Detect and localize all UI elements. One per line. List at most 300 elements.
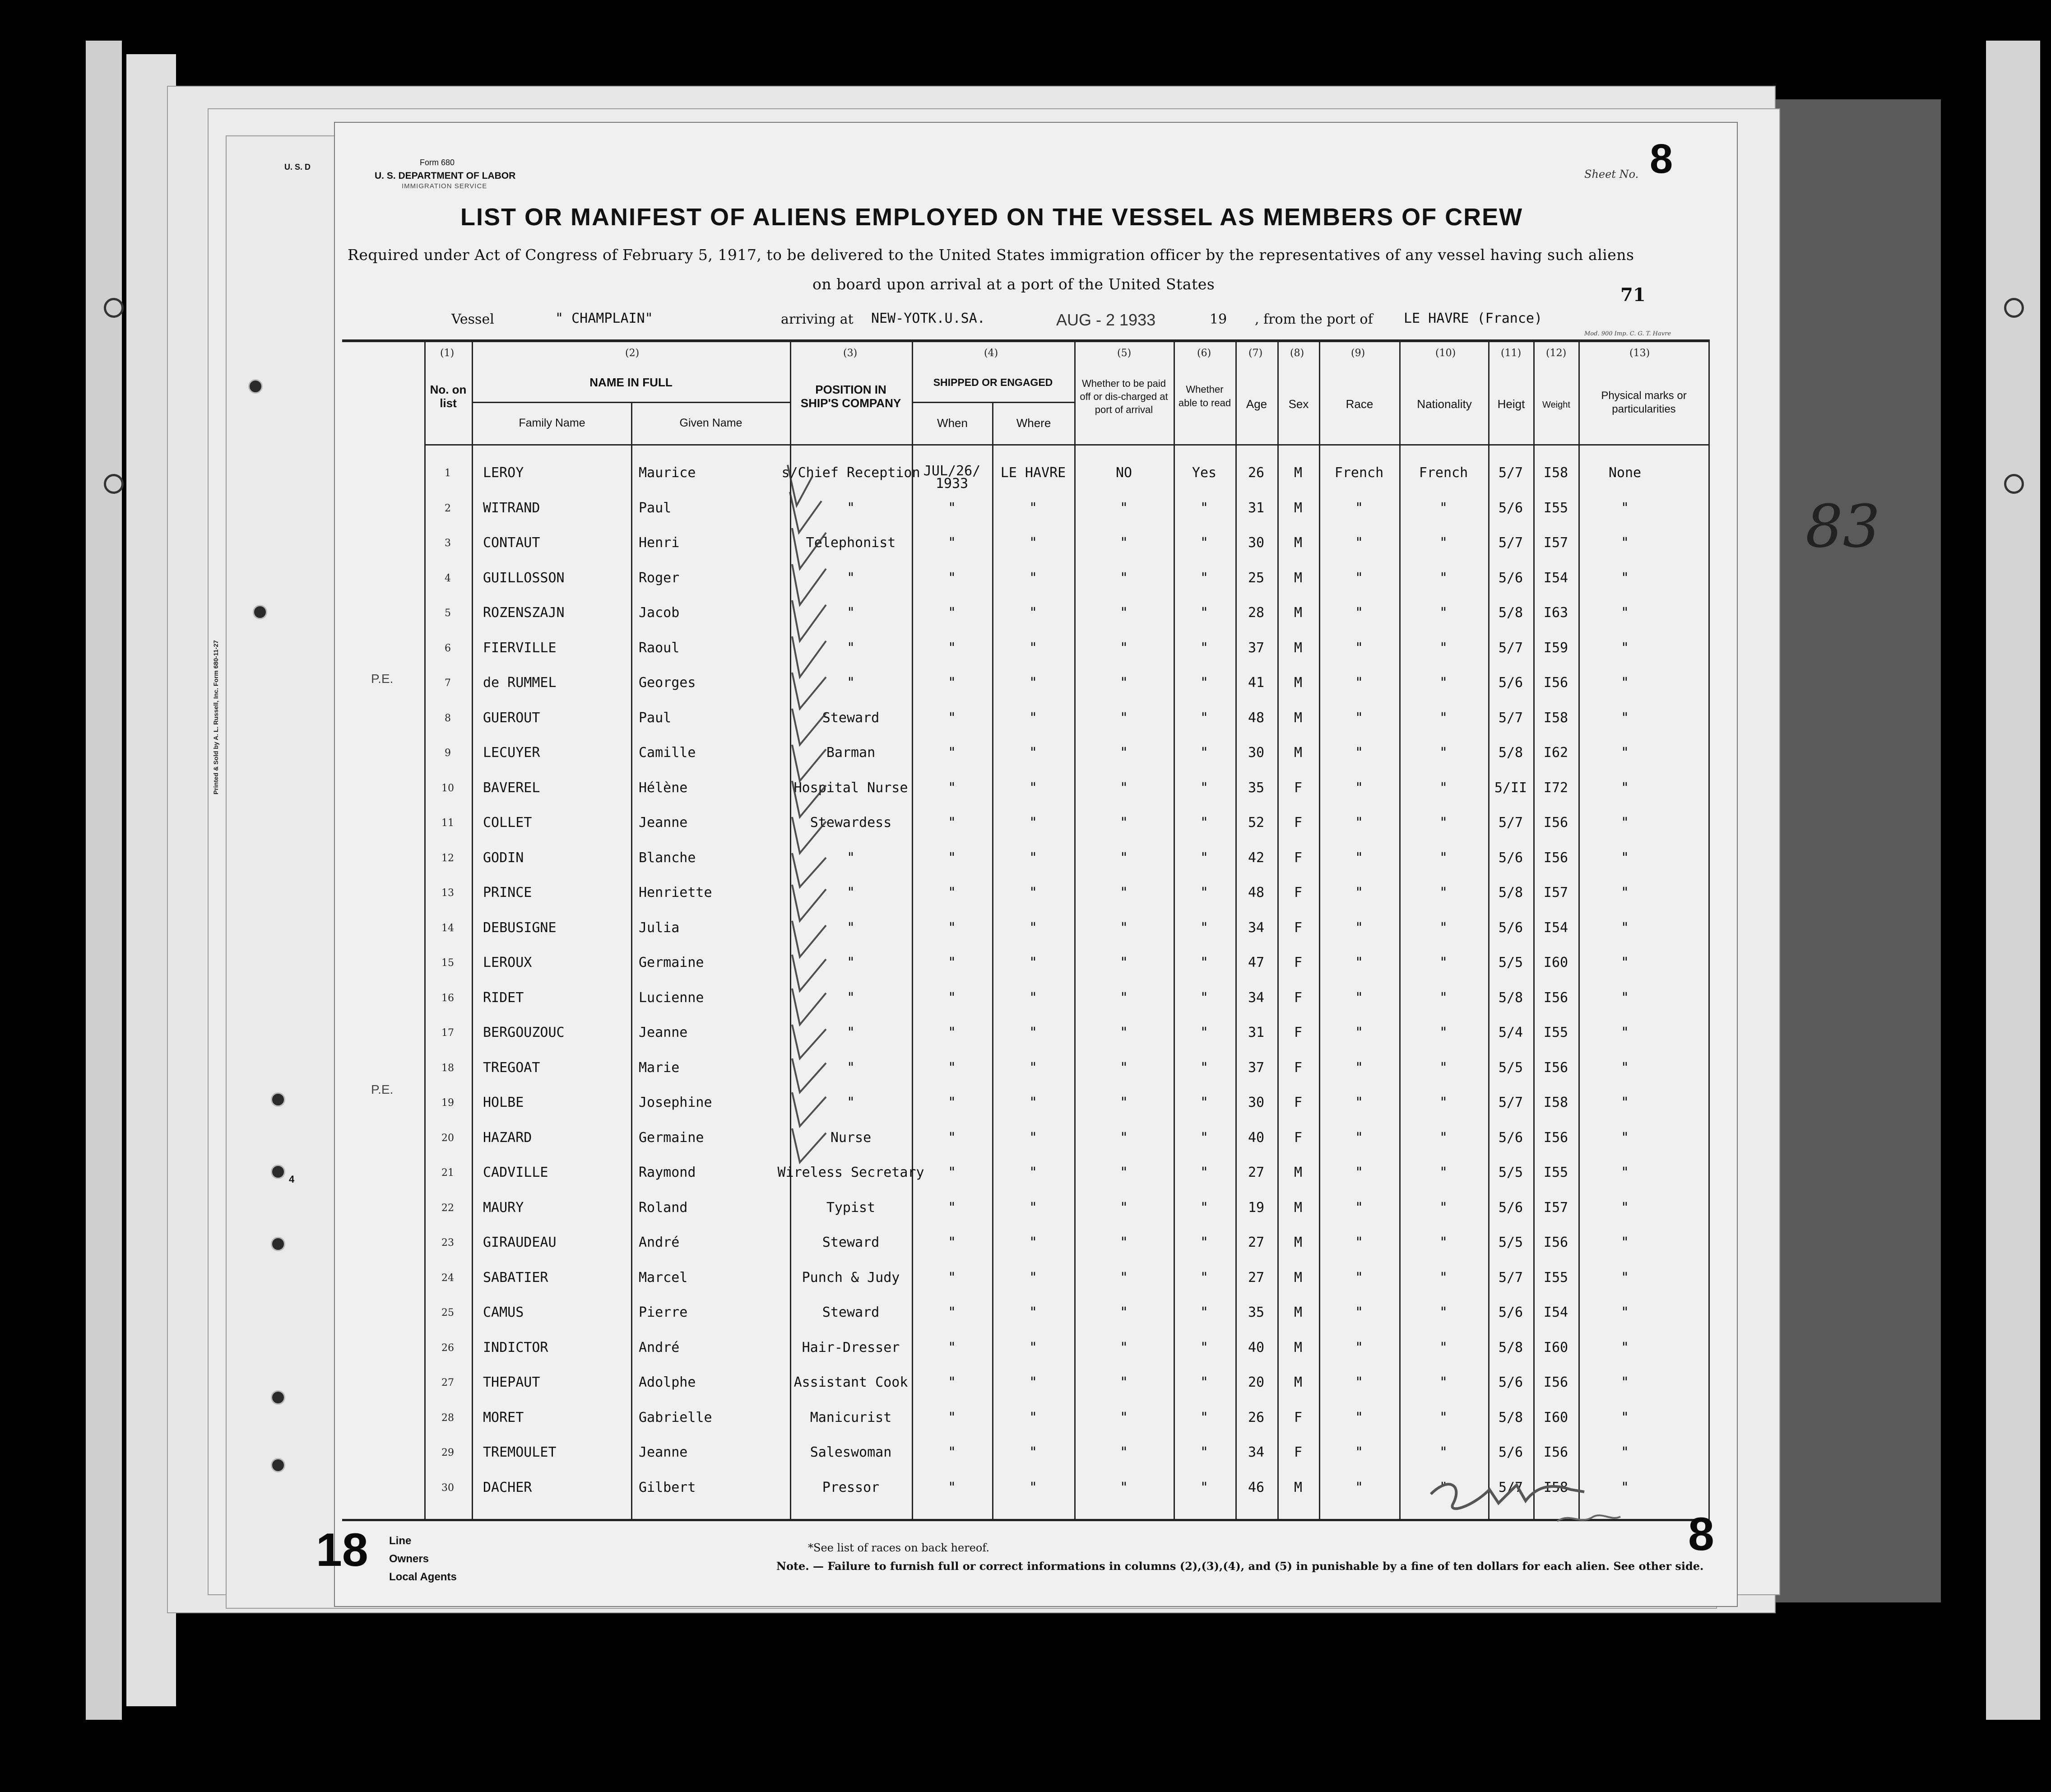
cell-height: 5/6 bbox=[1498, 500, 1523, 516]
cell-age: 20 bbox=[1248, 1374, 1265, 1390]
header-sex: Sex bbox=[1288, 397, 1309, 411]
cell-where: " bbox=[1029, 710, 1038, 726]
cell-age: 34 bbox=[1248, 919, 1265, 936]
cell-where: " bbox=[1029, 745, 1038, 761]
cell-nat: " bbox=[1439, 640, 1448, 656]
list-number: 71 bbox=[1620, 284, 1646, 306]
cell-family: PRINCE bbox=[483, 885, 532, 901]
cell-age: 34 bbox=[1248, 1444, 1265, 1460]
cell-where: " bbox=[1029, 1165, 1038, 1180]
cell-weight: I60 bbox=[1543, 1409, 1568, 1425]
cell-no: 25 bbox=[441, 1307, 454, 1318]
cell-family: MAURY bbox=[483, 1199, 524, 1216]
cell-where: " bbox=[1029, 1444, 1038, 1460]
cell-position: " bbox=[846, 885, 855, 901]
cell-paid: " bbox=[1119, 850, 1128, 866]
cell-position: " bbox=[846, 640, 855, 656]
cell-age: 46 bbox=[1248, 1479, 1265, 1495]
cell-given: Lucienne bbox=[639, 989, 704, 1006]
agents-label: Local Agents bbox=[389, 1571, 457, 1583]
cell-race: " bbox=[1355, 1095, 1364, 1110]
cell-position: Hospital Nurse bbox=[793, 780, 908, 796]
cell-read: " bbox=[1200, 919, 1209, 936]
col-num: (5) bbox=[1117, 348, 1132, 359]
cell-given: Paul bbox=[639, 500, 672, 516]
cell-given: Marie bbox=[639, 1059, 680, 1076]
header-weight: Weight bbox=[1542, 400, 1570, 410]
from-port: LE HAVRE (France) bbox=[1404, 311, 1543, 326]
cell-weight: I59 bbox=[1543, 640, 1568, 656]
cell-race: " bbox=[1355, 1235, 1364, 1250]
cell-given: Camille bbox=[639, 745, 696, 761]
cell-no: 29 bbox=[441, 1447, 454, 1458]
col-num: (6) bbox=[1197, 348, 1211, 359]
cell-no: 15 bbox=[441, 957, 454, 969]
cell-given: Roland bbox=[639, 1199, 688, 1216]
cell-nat: " bbox=[1439, 745, 1448, 761]
cell-position: Pressor bbox=[822, 1479, 880, 1495]
cell-weight: I58 bbox=[1543, 465, 1568, 481]
cell-given: Germaine bbox=[639, 1129, 704, 1146]
cell-given: Julia bbox=[639, 919, 680, 936]
cell-position: Assistant Cook bbox=[793, 1374, 908, 1390]
cell-weight: I57 bbox=[1543, 535, 1568, 551]
cell-paid: " bbox=[1119, 1444, 1128, 1460]
cell-marks: " bbox=[1620, 850, 1629, 866]
cell-family: LEROUX bbox=[483, 955, 532, 970]
cell-where: " bbox=[1029, 535, 1038, 551]
cell-position: Barman bbox=[826, 745, 876, 761]
cell-marks: " bbox=[1620, 815, 1629, 831]
cell-when: " bbox=[947, 989, 956, 1006]
subtitle-line-2: on board upon arrival at a port of the United States bbox=[812, 275, 1215, 293]
cell-sex: M bbox=[1294, 745, 1303, 761]
cell-family: GIRAUDEAU bbox=[483, 1235, 557, 1250]
cell-read: " bbox=[1200, 710, 1209, 726]
cell-race: " bbox=[1355, 919, 1364, 936]
cell-race: " bbox=[1355, 955, 1364, 970]
cell-paid: " bbox=[1119, 1374, 1128, 1390]
cell-position: Nurse bbox=[830, 1129, 872, 1146]
cell-weight: I57 bbox=[1543, 1199, 1568, 1216]
col-num: (11) bbox=[1501, 348, 1522, 359]
cell-where: " bbox=[1029, 780, 1038, 796]
cell-weight: I56 bbox=[1543, 815, 1568, 831]
cell-race: " bbox=[1355, 745, 1364, 761]
cell-given: Josephine bbox=[639, 1095, 712, 1110]
arriving-label: arriving at bbox=[781, 311, 854, 327]
cell-nat: " bbox=[1439, 1305, 1448, 1320]
cell-sex: F bbox=[1294, 1409, 1303, 1425]
cell-family: TREMOULET bbox=[483, 1444, 557, 1460]
cell-age: 26 bbox=[1248, 465, 1265, 481]
cell-race: " bbox=[1355, 500, 1364, 516]
cell-given: Germaine bbox=[639, 955, 704, 970]
cell-weight: I56 bbox=[1543, 1129, 1568, 1146]
cell-family: COLLET bbox=[483, 815, 532, 831]
cell-sex: M bbox=[1294, 710, 1303, 726]
cell-nat: " bbox=[1439, 815, 1448, 831]
cell-height: 5/6 bbox=[1498, 675, 1523, 691]
sheet-label: Sheet No. bbox=[1584, 168, 1639, 181]
cell-nat: " bbox=[1439, 885, 1448, 901]
cell-age: 40 bbox=[1248, 1129, 1265, 1146]
cell-no: 26 bbox=[441, 1342, 454, 1354]
cell-nat: French bbox=[1419, 465, 1468, 481]
cell-paid: " bbox=[1119, 885, 1128, 901]
cell-when: " bbox=[947, 640, 956, 656]
cell-where: " bbox=[1029, 1199, 1038, 1216]
cell-height: 5/8 bbox=[1498, 885, 1523, 901]
cell-race: " bbox=[1355, 815, 1364, 831]
cell-given: Raoul bbox=[639, 640, 680, 656]
cell-weight: I56 bbox=[1543, 1444, 1568, 1460]
cell-family: DEBUSIGNE bbox=[483, 919, 557, 936]
cell-marks: " bbox=[1620, 1409, 1629, 1425]
cell-where: " bbox=[1029, 1269, 1038, 1286]
cell-height: 5/6 bbox=[1498, 1199, 1523, 1216]
cell-weight: I56 bbox=[1543, 1374, 1568, 1390]
cell-read: " bbox=[1200, 675, 1209, 691]
cell-where: " bbox=[1029, 570, 1038, 586]
cell-sex: F bbox=[1294, 1059, 1303, 1076]
line-label: Line bbox=[389, 1535, 412, 1547]
cell-sex: M bbox=[1294, 1165, 1303, 1180]
cell-marks: " bbox=[1620, 780, 1629, 796]
cell-weight: I63 bbox=[1543, 605, 1568, 621]
cell-marks: " bbox=[1620, 710, 1629, 726]
cell-no: 13 bbox=[441, 887, 454, 899]
sheet-number: 8 bbox=[1650, 136, 1673, 182]
cell-when: " bbox=[947, 1025, 956, 1040]
cell-when: " bbox=[947, 1059, 956, 1076]
cell-age: 52 bbox=[1248, 815, 1265, 831]
cell-marks: " bbox=[1620, 1235, 1629, 1250]
cell-given: Jeanne bbox=[639, 1025, 688, 1040]
cell-read: " bbox=[1200, 570, 1209, 586]
cell-when: " bbox=[947, 955, 956, 970]
cell-family: BAVEREL bbox=[483, 780, 540, 796]
cell-nat: " bbox=[1439, 850, 1448, 866]
cell-position: " bbox=[846, 1025, 855, 1040]
cell-nat: " bbox=[1439, 780, 1448, 796]
cell-paid: " bbox=[1119, 1409, 1128, 1425]
cell-read: " bbox=[1200, 1199, 1209, 1216]
cell-nat: " bbox=[1439, 1269, 1448, 1286]
cell-family: LEROY bbox=[483, 465, 524, 481]
cell-age: 35 bbox=[1248, 780, 1265, 796]
col-num: (10) bbox=[1435, 348, 1456, 359]
cell-weight: I56 bbox=[1543, 1059, 1568, 1076]
cell-no: 7 bbox=[445, 678, 451, 689]
cell-weight: I54 bbox=[1543, 919, 1568, 936]
cell-given: Paul bbox=[639, 710, 672, 726]
cell-age: 30 bbox=[1248, 1095, 1265, 1110]
header-able-read: Whether able to read bbox=[1178, 384, 1231, 409]
cell-height: 5/8 bbox=[1498, 1409, 1523, 1425]
cell-height: 5/8 bbox=[1498, 1339, 1523, 1356]
header-no-on-list: No. on list bbox=[430, 383, 467, 410]
cell-when: " bbox=[947, 1269, 956, 1286]
cell-given: Gabrielle bbox=[639, 1409, 712, 1425]
cell-paid: " bbox=[1119, 1059, 1128, 1076]
cell-marks: " bbox=[1620, 1025, 1629, 1040]
cell-height: 5/7 bbox=[1498, 1479, 1523, 1495]
cell-marks: " bbox=[1620, 500, 1629, 516]
cell-weight: I62 bbox=[1543, 745, 1568, 761]
cell-position: Manicurist bbox=[810, 1409, 892, 1425]
cell-height: 5/7 bbox=[1498, 465, 1523, 481]
cell-race: French bbox=[1334, 465, 1384, 481]
cell-when: " bbox=[947, 1409, 956, 1425]
cell-read: " bbox=[1200, 745, 1209, 761]
cell-when: " bbox=[947, 1235, 956, 1250]
cell-nat: " bbox=[1439, 955, 1448, 970]
cell-marks: " bbox=[1620, 535, 1629, 551]
cell-where: " bbox=[1029, 885, 1038, 901]
printer-note: Printed & Sold by A. L. Russell, Inc. Form 680-11-27 bbox=[212, 640, 219, 794]
cell-sex: F bbox=[1294, 815, 1303, 831]
cell-sex: F bbox=[1294, 780, 1303, 796]
cell-family: WITRAND bbox=[483, 500, 540, 516]
year-label: 19 bbox=[1210, 311, 1227, 327]
cell-paid: " bbox=[1119, 745, 1128, 761]
col-num: (2) bbox=[625, 348, 640, 359]
cell-position: " bbox=[846, 955, 855, 970]
cell-sex: F bbox=[1294, 955, 1303, 970]
cell-no: 20 bbox=[441, 1132, 454, 1144]
cell-height: 5/7 bbox=[1498, 1269, 1523, 1286]
header-race: Race bbox=[1346, 397, 1374, 411]
cell-age: 35 bbox=[1248, 1305, 1265, 1320]
cell-race: " bbox=[1355, 1409, 1364, 1425]
cell-paid: " bbox=[1119, 710, 1128, 726]
cell-family: INDICTOR bbox=[483, 1339, 548, 1356]
cell-no: 17 bbox=[441, 1027, 454, 1039]
cell-age: 26 bbox=[1248, 1409, 1265, 1425]
cell-race: " bbox=[1355, 675, 1364, 691]
cell-nat: " bbox=[1439, 1444, 1448, 1460]
cell-height: 5/8 bbox=[1498, 745, 1523, 761]
cell-family: GUEROUT bbox=[483, 710, 540, 726]
form-number: Form 680 bbox=[420, 158, 455, 167]
cell-read: " bbox=[1200, 605, 1209, 621]
cell-where: " bbox=[1029, 1059, 1038, 1076]
header-height: Heigt bbox=[1497, 397, 1525, 411]
cell-where: " bbox=[1029, 815, 1038, 831]
cell-height: 5/6 bbox=[1498, 919, 1523, 936]
cell-marks: " bbox=[1620, 1199, 1629, 1216]
cell-age: 47 bbox=[1248, 955, 1265, 970]
cell-when: " bbox=[947, 1165, 956, 1180]
cell-where: " bbox=[1029, 1374, 1038, 1390]
cell-read: " bbox=[1200, 1235, 1209, 1250]
cell-height: 5/4 bbox=[1498, 1025, 1523, 1040]
cell-read: " bbox=[1200, 955, 1209, 970]
cell-nat: " bbox=[1439, 1059, 1448, 1076]
cell-paid: " bbox=[1119, 815, 1128, 831]
cell-sex: M bbox=[1294, 605, 1303, 621]
header-where: Where bbox=[1016, 416, 1051, 430]
cell-given: Hélène bbox=[639, 780, 688, 796]
cell-family: HAZARD bbox=[483, 1129, 532, 1146]
subtitle-line-1: Required under Act of Congress of February 5, 1917, to be delivered to the United States immigration officer by the representatives of any vessel having such aliens bbox=[348, 246, 1634, 264]
cell-when: " bbox=[947, 535, 956, 551]
cell-marks: " bbox=[1620, 640, 1629, 656]
cell-height: 5/6 bbox=[1498, 1305, 1523, 1320]
cell-sex: M bbox=[1294, 675, 1303, 691]
cell-paid: " bbox=[1119, 535, 1128, 551]
cell-nat: " bbox=[1439, 1165, 1448, 1180]
cell-sex: M bbox=[1294, 535, 1303, 551]
pe-note-2: P.E. bbox=[371, 1082, 394, 1096]
cell-given: Jacob bbox=[639, 605, 680, 621]
cell-family: RIDET bbox=[483, 989, 524, 1006]
cell-given: Pierre bbox=[639, 1305, 688, 1320]
from-port-label: , from the port of bbox=[1255, 311, 1373, 327]
cell-where: " bbox=[1029, 1479, 1038, 1495]
cell-race: " bbox=[1355, 780, 1364, 796]
cell-age: 27 bbox=[1248, 1269, 1265, 1286]
cell-nat: " bbox=[1439, 710, 1448, 726]
cell-height: 5/6 bbox=[1498, 850, 1523, 866]
cell-marks: " bbox=[1620, 570, 1629, 586]
cell-given: Adolphe bbox=[639, 1374, 696, 1390]
right-edge-number: 83 bbox=[1805, 492, 1880, 561]
cell-no: 9 bbox=[445, 747, 451, 759]
cell-paid: " bbox=[1119, 675, 1128, 691]
signature bbox=[1422, 1458, 1625, 1539]
cell-race: " bbox=[1355, 710, 1364, 726]
cell-sex: F bbox=[1294, 1025, 1303, 1040]
cell-where: LE HAVRE bbox=[1000, 465, 1066, 481]
cell-read: " bbox=[1200, 850, 1209, 866]
cell-age: 41 bbox=[1248, 675, 1265, 691]
cell-given: Jeanne bbox=[639, 1444, 688, 1460]
cell-sex: M bbox=[1294, 1479, 1303, 1495]
cell-sex: F bbox=[1294, 885, 1303, 901]
cell-age: 48 bbox=[1248, 710, 1265, 726]
cell-where: " bbox=[1029, 640, 1038, 656]
cell-given: André bbox=[639, 1235, 680, 1250]
cell-nat: " bbox=[1439, 989, 1448, 1006]
cell-where: " bbox=[1029, 605, 1038, 621]
cell-age: 28 bbox=[1248, 605, 1265, 621]
cell-height: 5/6 bbox=[1498, 1129, 1523, 1146]
cell-height: 5/8 bbox=[1498, 605, 1523, 621]
cell-where: " bbox=[1029, 500, 1038, 516]
cell-age: 27 bbox=[1248, 1235, 1265, 1250]
col-num: (7) bbox=[1248, 348, 1263, 359]
cell-race: " bbox=[1355, 850, 1364, 866]
cell-where: " bbox=[1029, 989, 1038, 1006]
cell-when: " bbox=[947, 1095, 956, 1110]
cell-age: 27 bbox=[1248, 1165, 1265, 1180]
cell-weight: I56 bbox=[1543, 850, 1568, 866]
cell-position: Wireless Secretary bbox=[777, 1165, 924, 1180]
cell-family: MORET bbox=[483, 1409, 524, 1425]
cell-family: HOLBE bbox=[483, 1095, 524, 1110]
cell-when: " bbox=[947, 1305, 956, 1320]
cell-race: " bbox=[1355, 570, 1364, 586]
cell-position: Stewardess bbox=[810, 815, 892, 831]
cell-age: 25 bbox=[1248, 570, 1265, 586]
cell-no: 16 bbox=[441, 992, 454, 1004]
cell-paid: " bbox=[1119, 605, 1128, 621]
cell-height: 5/5 bbox=[1498, 1235, 1523, 1250]
cell-family: LECUYER bbox=[483, 745, 540, 761]
col-num: (3) bbox=[843, 348, 858, 359]
cell-read: " bbox=[1200, 1059, 1209, 1076]
cell-sex: F bbox=[1294, 1129, 1303, 1146]
cell-when: " bbox=[947, 1444, 956, 1460]
header-given-name: Given Name bbox=[679, 417, 742, 429]
cell-nat: " bbox=[1439, 500, 1448, 516]
cell-height: 5/8 bbox=[1498, 989, 1523, 1006]
cell-race: " bbox=[1355, 640, 1364, 656]
header-position: POSITION IN SHIP'S COMPANY bbox=[800, 383, 901, 410]
cell-nat: " bbox=[1439, 1339, 1448, 1356]
cell-age: 40 bbox=[1248, 1339, 1265, 1356]
col-num: (4) bbox=[984, 348, 998, 359]
cell-height: 5/6 bbox=[1498, 570, 1523, 586]
cell-race: " bbox=[1355, 989, 1364, 1006]
cell-height: 5/7 bbox=[1498, 1095, 1523, 1110]
cell-marks: " bbox=[1620, 1095, 1629, 1110]
cell-paid: " bbox=[1119, 955, 1128, 970]
cell-read: " bbox=[1200, 1129, 1209, 1146]
cell-read: " bbox=[1200, 1269, 1209, 1286]
cell-height: 5/7 bbox=[1498, 815, 1523, 831]
sheet-right-number: 8 bbox=[1688, 1508, 1714, 1560]
cell-nat: " bbox=[1439, 1409, 1448, 1425]
cell-sex: M bbox=[1294, 570, 1303, 586]
cell-marks: None bbox=[1608, 465, 1642, 481]
cell-no: 24 bbox=[441, 1272, 454, 1284]
pe-note-1: P.E. bbox=[371, 672, 394, 686]
cell-nat: " bbox=[1439, 1374, 1448, 1390]
cell-weight: I60 bbox=[1543, 1339, 1568, 1356]
cell-given: Marcel bbox=[639, 1269, 688, 1286]
cell-where: " bbox=[1029, 1409, 1038, 1425]
header-nationality: Nationality bbox=[1417, 397, 1472, 411]
cell-age: 30 bbox=[1248, 745, 1265, 761]
cell-no: 12 bbox=[441, 852, 454, 864]
cell-height: 5/7 bbox=[1498, 710, 1523, 726]
cell-position: Typist bbox=[826, 1199, 876, 1216]
cell-sex: F bbox=[1294, 850, 1303, 866]
cell-race: " bbox=[1355, 1305, 1364, 1320]
cell-position: " bbox=[846, 605, 855, 621]
footer-note: Note. — Failure to furnish full or correct informations in columns (2),(3),(4), and (5) in punishable by a fine of ten dollars for each alien. See other side. bbox=[776, 1560, 1704, 1573]
sheet-left-number: 18 bbox=[316, 1524, 368, 1576]
cell-position: " bbox=[846, 989, 855, 1006]
header-physical: Physical marks or particularities bbox=[1601, 390, 1687, 415]
cell-weight: I54 bbox=[1543, 1305, 1568, 1320]
cell-race: " bbox=[1355, 605, 1364, 621]
cell-read: " bbox=[1200, 1305, 1209, 1320]
cell-race: " bbox=[1355, 1444, 1364, 1460]
cell-family: GODIN bbox=[483, 850, 524, 866]
cell-marks: " bbox=[1620, 1059, 1629, 1076]
cell-read: " bbox=[1200, 885, 1209, 901]
cell-nat: " bbox=[1439, 535, 1448, 551]
cell-no: 8 bbox=[445, 712, 451, 724]
mod-note: Mod. 900 Imp. C. G. T. Havre bbox=[1584, 330, 1671, 337]
cell-no: 30 bbox=[441, 1482, 454, 1494]
cell-read: " bbox=[1200, 1409, 1209, 1425]
cell-sex: F bbox=[1294, 1444, 1303, 1460]
